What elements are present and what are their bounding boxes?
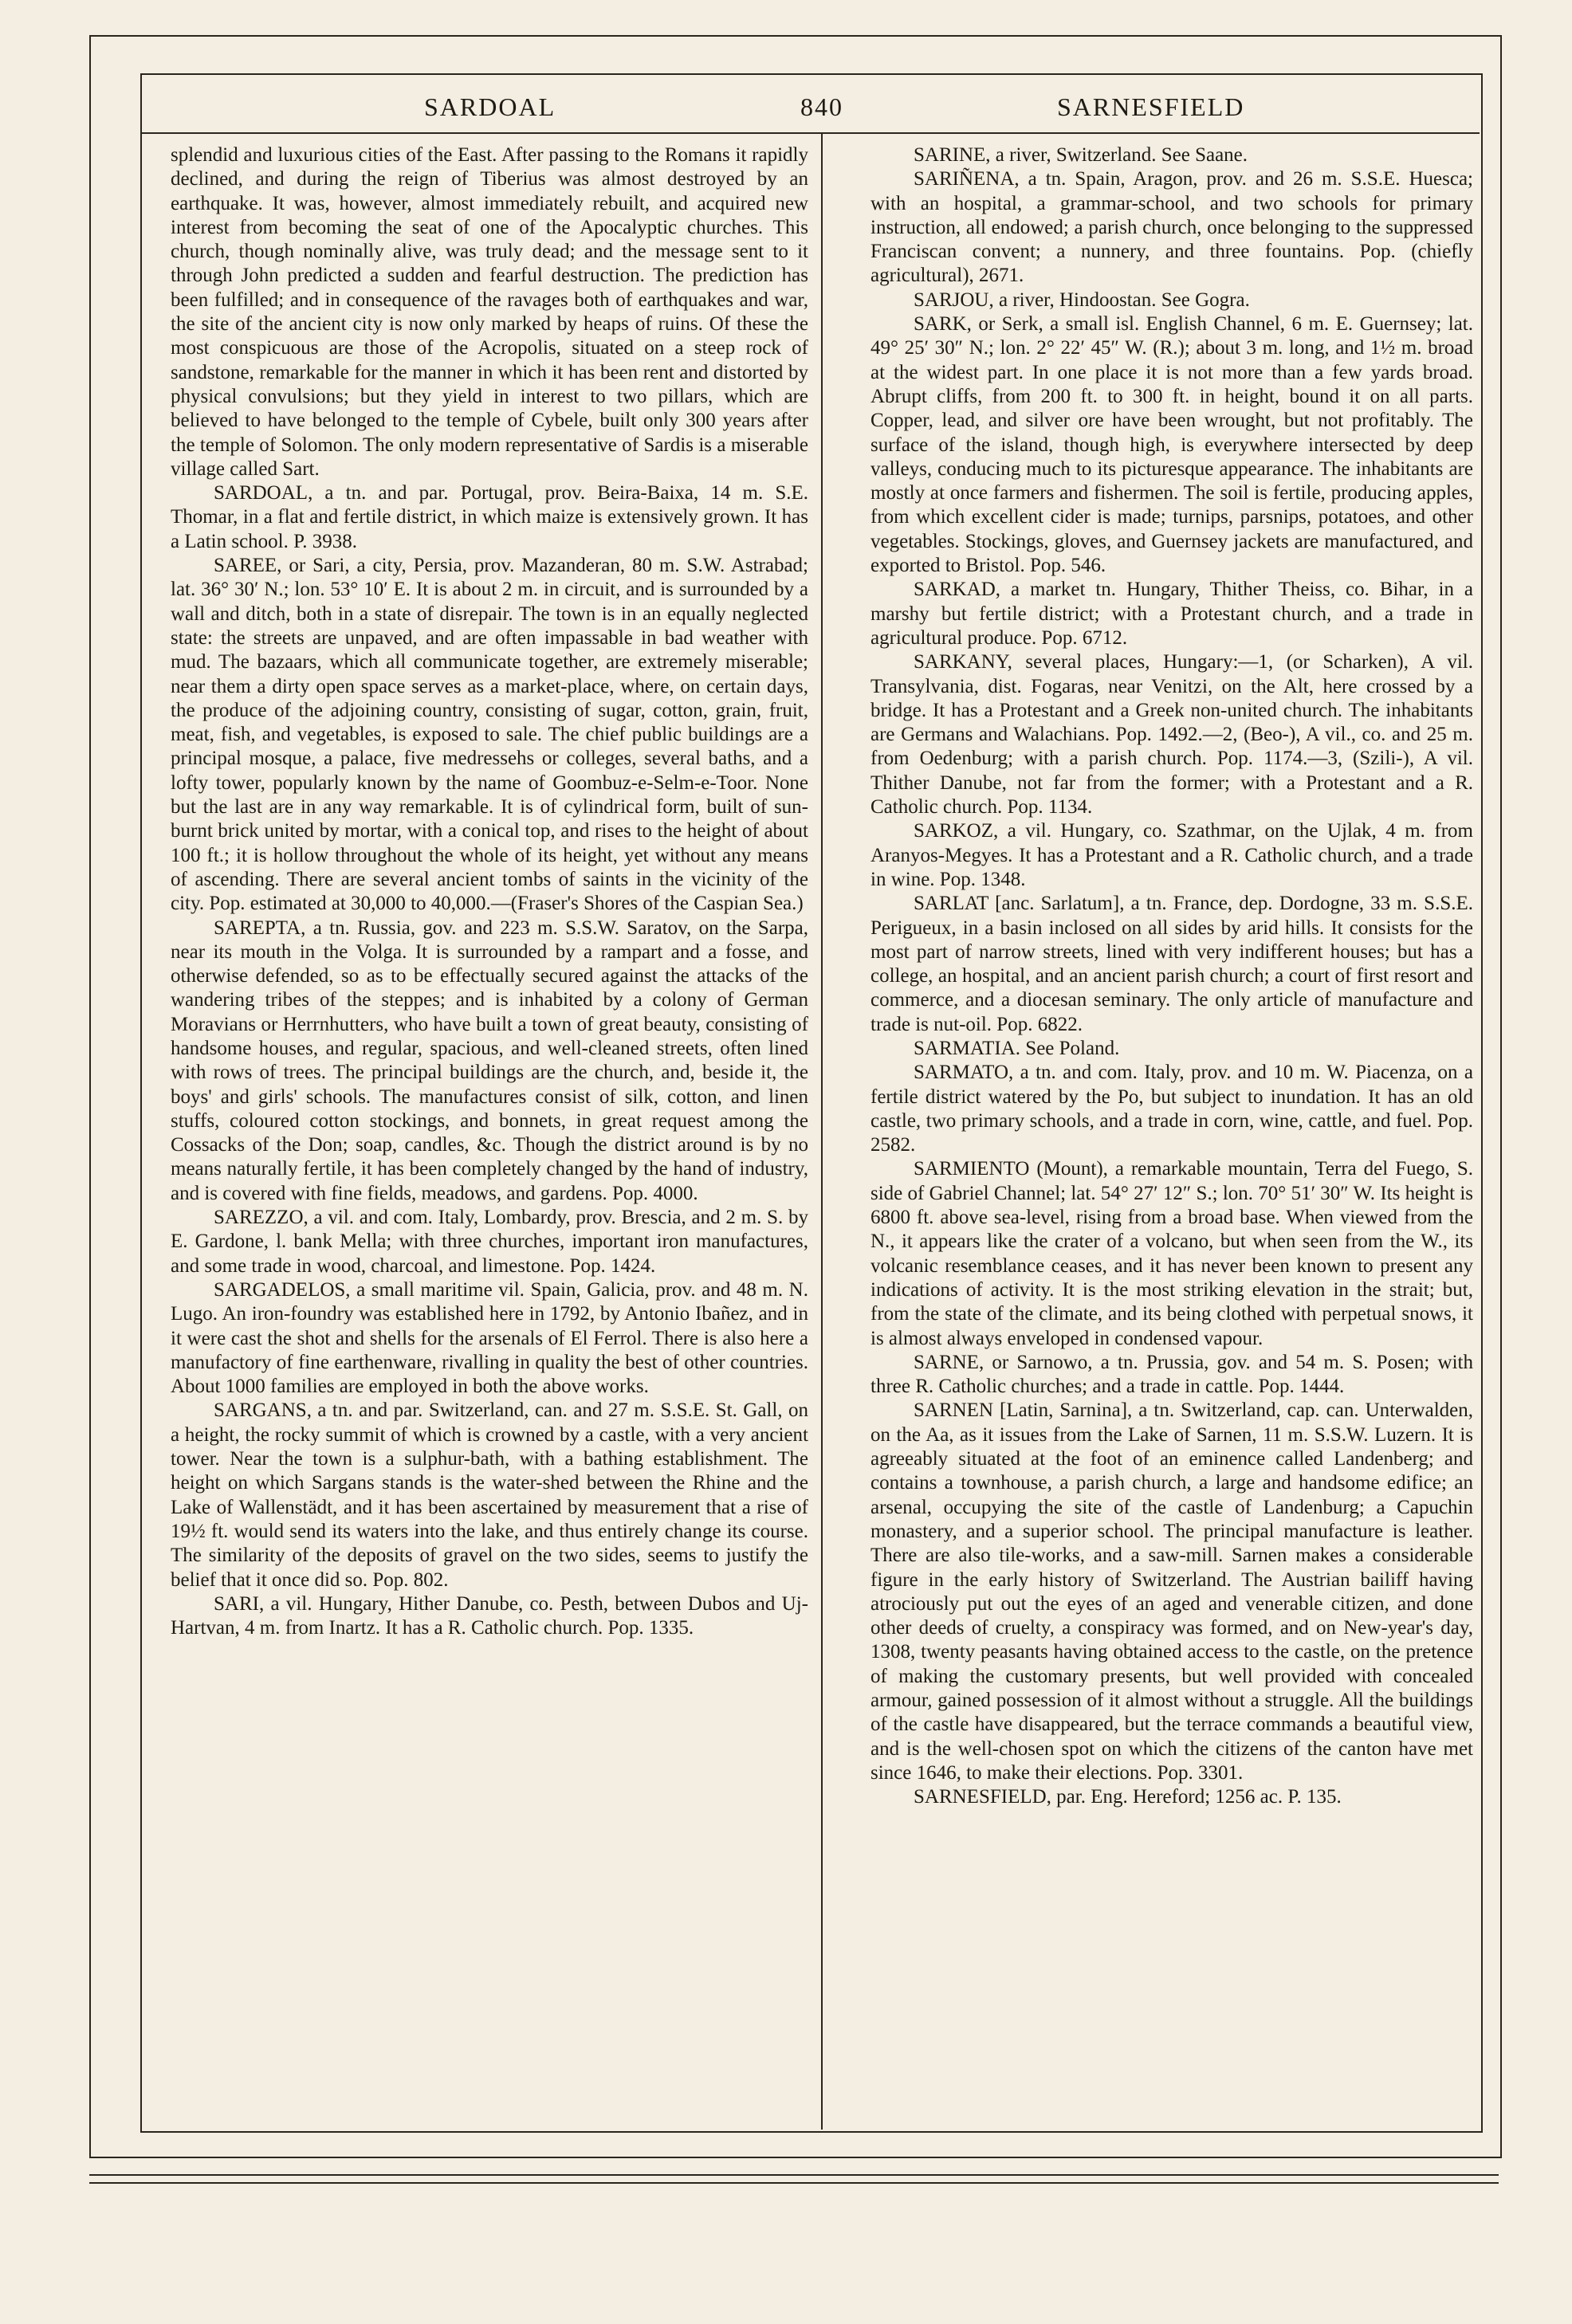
entry-sarinena: SARIÑENA, a tn. Spain, Aragon, prov. and 26 m. S.S.E. Huesca; with an hospital, a grammar-school, and two schools for primary instruction, all endowed; a parish church, once belonging to the suppressed Franciscan convent; a nunnery, and three fountains. Pop. (chiefly agricultural), 2671. <box>870 168 1473 287</box>
entry-sark: SARK, or Serk, a small isl. English Channel, 6 m. E. Guernsey; lat. 49° 25′ 30″ N.; lon. 2° 22′ 45″ W. (R.); about 3 m. long, and 1½ m. broad at the widest part. In one place it is not more than a few yards broad. Abrupt cliffs, from 200 ft. to 300 ft. in height, bound it on all parts. Copper, lead, and silver ore have been wrought, but not profitably. The surface of the island, though high, is everywhere intersected by deep valleys, conducing much to its picturesque appearance. The inhabitants are mostly at once farmers and fishermen. The soil is fertile, producing apples, from which excellent cider is made; turnips, parsnips, potatoes, and other vegetables. Stockings, gloves, and Guernsey jackets are manufactured, and exported to Bristol. Pop. 546. <box>870 313 1473 577</box>
column-divider <box>821 132 823 2130</box>
entry-sarlat: SARLAT [anc. Sarlatum], a tn. France, dep. Dordogne, 33 m. S.S.E. Perigueux, in a basin inclosed on all sides by arid hills. It consists for the most part of narrow streets, lined with very indifferent houses; but has a college, an hospital, and an ancient parish church; a court of first resort and commerce, and a diocesan seminary. The only article of manufacture and trade is nut-oil. Pop. 6822. <box>870 893 1473 1035</box>
entry-sarkany: SARKANY, several places, Hungary:—1, (or Scharken), A vil. Transylvania, dist. Fogaras, near Venitzi, on the Alt, here crossed by a bridge. It has a Protestant and a Greek non-united church. The inhabitants are Germans and Walachians. Pop. 1492.—2, (Beo-), A vil., co. and 25 m. from Oedenburg; with a parish church. Pop. 1174.—3, (Szili-), A vil. Thither Danube, not far from the former; with a Protestant and a R. Catholic church. Pop. 1134. <box>870 651 1473 819</box>
entry-sardoal: SARDOAL, a tn. and par. Portugal, prov. Beira-Baixa, 14 m. S.E. Thomar, in a flat and fertile district, in which maize is extensively grown. It has a Latin school. P. 3938. <box>171 482 808 552</box>
page-number: 840 <box>800 92 843 121</box>
entry-sarne: SARNE, or Sarnowo, a tn. Prussia, gov. and 54 m. S. Posen; with three R. Catholic churches; and a trade in cattle. Pop. 1444. <box>870 1351 1473 1398</box>
entry-sari: SARI, a vil. Hungary, Hither Danube, co. Pesth, between Dubos and Uj-Hartvan, 4 m. from Inartz. It has a R. Catholic church. Pop. 1335. <box>171 1592 808 1639</box>
entry-sarmato: SARMATO, a tn. and com. Italy, prov. and 10 m. W. Piacenza, on a fertile district watered by the Po, but subject to inundation. It has an old castle, two primary schools, and a trade in corn, wine, cattle, and fuel. Pop. 2582. <box>870 1062 1473 1156</box>
entry-sarjou: SARJOU, a river, Hindoostan. See Gogra. <box>914 289 1250 311</box>
entry-continuation: splendid and luxurious cities of the East. After passing to the Romans it rapidly declined, and during the reign of Tiberius was almost destroyed by an earthquake. It was, however, almost immediately rebuilt, and acquired new interest from becoming the seat of one of the Apocalyptic churches. This church, though nominally alive, was truly dead; and the message sent to it through John predicted a sudden and fearful destruction. The prediction has been fulfilled; and in consequence of the ravages both of earthquakes and war, the site of the ancient city is now only marked by heaps of ruins. Of these the most conspicuous are those of the Acropolis, situated on a steep rock of sandstone, remarkable for the manner in which it has been rent and distorted by physical convulsions; but they yield in interest to two pillars, which are believed to have belonged to the temple of Cybele, built only 300 years after the temple of Solomon. The only modern representative of Sardis is a miserable village called Sart. <box>171 144 808 480</box>
running-head-right: SARNESFIELD <box>1057 92 1245 121</box>
entry-sarkad: SARKAD, a market tn. Hungary, Thither Theiss, co. Bihar, in a marshy but fertile district; with a Protestant church, and a trade in agricultural produce. Pop. 6712. <box>870 579 1473 649</box>
entry-sargans: SARGANS, a tn. and par. Switzerland, can. and 27 m. S.S.E. St. Gall, on a height, the rocky summit of which is crowned by a castle, with a very ancient tower. Near the town is a sulphur-bath, with a bathing establishment. The height on which Sargans stands is the water-shed between the Rhine and the Lake of Wallenstädt, and it has been ascertained by measurement that a rise of 19½ ft. would send its waters into the lake, and thus entirely change its course. The similarity of the deposits of gravel on the two sides, seems to justify the belief that it once did so. Pop. 802. <box>171 1400 808 1591</box>
entry-sarezzo: SAREZZO, a vil. and com. Italy, Lombardy, prov. Brescia, and 2 m. S. by E. Gardone, l. bank Mella; with three churches, important iron manufactures, and some trade in wood, charcoal, and limestone. Pop. 1424. <box>171 1207 808 1277</box>
entry-sarmatia: SARMATIA. See Poland. <box>914 1037 1120 1059</box>
footer-rule-1 <box>89 2174 1499 2176</box>
entry-sarkoz: SARKOZ, a vil. Hungary, co. Szathmar, on the Ujlak, 4 m. from Aranyos-Megyes. It has a Protestant and a R. Catholic church, and a trade in wine. Pop. 1348. <box>870 820 1473 890</box>
entry-sarmiento: SARMIENTO (Mount), a remarkable mountain, Terra del Fuego, S. side of Gabriel Channel; lat. 54° 27′ 12″ S.; lon. 70° 51′ 30″ W. Its height is 6800 ft. above sea-level, rising from a broad base. When viewed from the N., it appears like the crater of a volcano, but when seen from the W., its volcanic resemblance ceases, and it has never been known to present any indications of activity. It is the most striking elevation in the strait; but, from the state of the climate, and its being clothed with perpetual snows, it is almost always enveloped in condensed vapour. <box>870 1158 1473 1349</box>
footer-rule-2 <box>89 2182 1499 2184</box>
entry-sarine: SARINE, a river, Switzerland. See Saane. <box>914 144 1248 166</box>
right-column <box>870 143 1473 1809</box>
running-head-left: SARDOAL <box>424 92 556 121</box>
entry-sarnesfield: SARNESFIELD, par. Eng. Hereford; 1256 ac. P. 135. <box>914 1786 1342 1808</box>
entry-sarepta: SAREPTA, a tn. Russia, gov. and 223 m. S.S.W. Saratov, on the Sarpa, near its mouth in the Volga. It is surrounded by a rampart and a fosse, and otherwise defended, so as to be effectually secured against the attacks of the wandering tribes of the steppes; and is inhabited by a colony of German Moravians or Herrnhutters, who have built a town of great beauty, consisting of handsome houses, and regular, spacious, and well-cleaned streets, often lined with rows of trees. The principal buildings are the church, and, beside it, the boys' and girls' schools. The manufactures consist of silk, cotton, and linen stuffs, coloured cotton stockings, and bonnets, in great request among the Cossacks of the Don; soap, candles, &c. Though the district around is by no means naturally fertile, it has been completely changed by the hand of industry, and is covered with fine fields, meadows, and gardens. Pop. 4000. <box>171 917 808 1204</box>
entry-sarnen: SARNEN [Latin, Sarnina], a tn. Switzerland, cap. can. Unterwalden, on the Aa, as it issues from the Lake of Sarnen, 11 m. S.S.W. Luzern. It is agreeably situated at the foot of an eminence called Landenberg; and contains a townhouse, a parish church, a large and handsome edifice; an arsenal, occupying the site of the castle of Landenburg; a Capuchin monastery, and a superior school. The principal manufacture is leather. There are also tile-works, and a saw-mill. Sarnen makes a considerable figure in the early history of Switzerland. The Austrian bailiff having atrociously put out the eyes of an aged and venerable citizen, and done other deeds of cruelty, a conspiracy was formed, and on New-year's day, 1308, twenty peasants having obtained access to the castle, on the pretence of making the customary presents, but well provided with concealed armour, gained possession of it almost without a struggle. All the buildings of the castle have disappeared, but the terrace commands a beautiful view, and is the well-chosen spot on which the citizens of the canton have met since 1646, to make their elections. Pop. 3301. <box>870 1400 1473 1784</box>
entry-saree: SAREE, or Sari, a city, Persia, prov. Mazanderan, 80 m. S.W. Astrabad; lat. 36° 30′ N.; lon. 53° 10′ E. It is about 2 m. in circuit, and is surrounded by a wall and ditch, both in a state of disrepair. The town is in an equally neglected state: the streets are unpaved, and are often impassable in bad weather with mud. The bazaars, which all communicate together, are extremely miserable; near them a dirty open space serves as a market-place, where, on certain days, the produce of the adjoining country, consisting of sugar, cotton, grain, fruit, meat, fish, and vegetables, is exposed to sale. The chief public buildings are a principal mosque, a palace, five medressehs or colleges, several baths, and a lofty tower, popularly known by the name of Goombuz-e-Selm-e-Toor. None but the last are in any way remarkable. It is of cylindrical form, built of sun-burnt brick united by mortar, with a conical top, and rises to the height of about 100 ft.; it is hollow throughout the whole of its height, yet without any means of ascending. There are several ancient tombs of saints in the vicinity of the city. Pop. estimated at 30,000 to 40,000.—(Fraser's Shores of the Caspian Sea.) <box>171 555 808 915</box>
left-column <box>171 143 808 1640</box>
entry-sargadelos: SARGADELOS, a small maritime vil. Spain, Galicia, prov. and 48 m. N. Lugo. An iron-foundry was established here in 1792, by Antonio Ibañez, and in it were cast the shot and shells for the arsenals of El Ferrol. There is also here a manufactory of fine earthenware, rivalling in quality the best of other countries. About 1000 families are employed in both the above works. <box>171 1278 808 1398</box>
header-rule <box>140 132 1480 134</box>
